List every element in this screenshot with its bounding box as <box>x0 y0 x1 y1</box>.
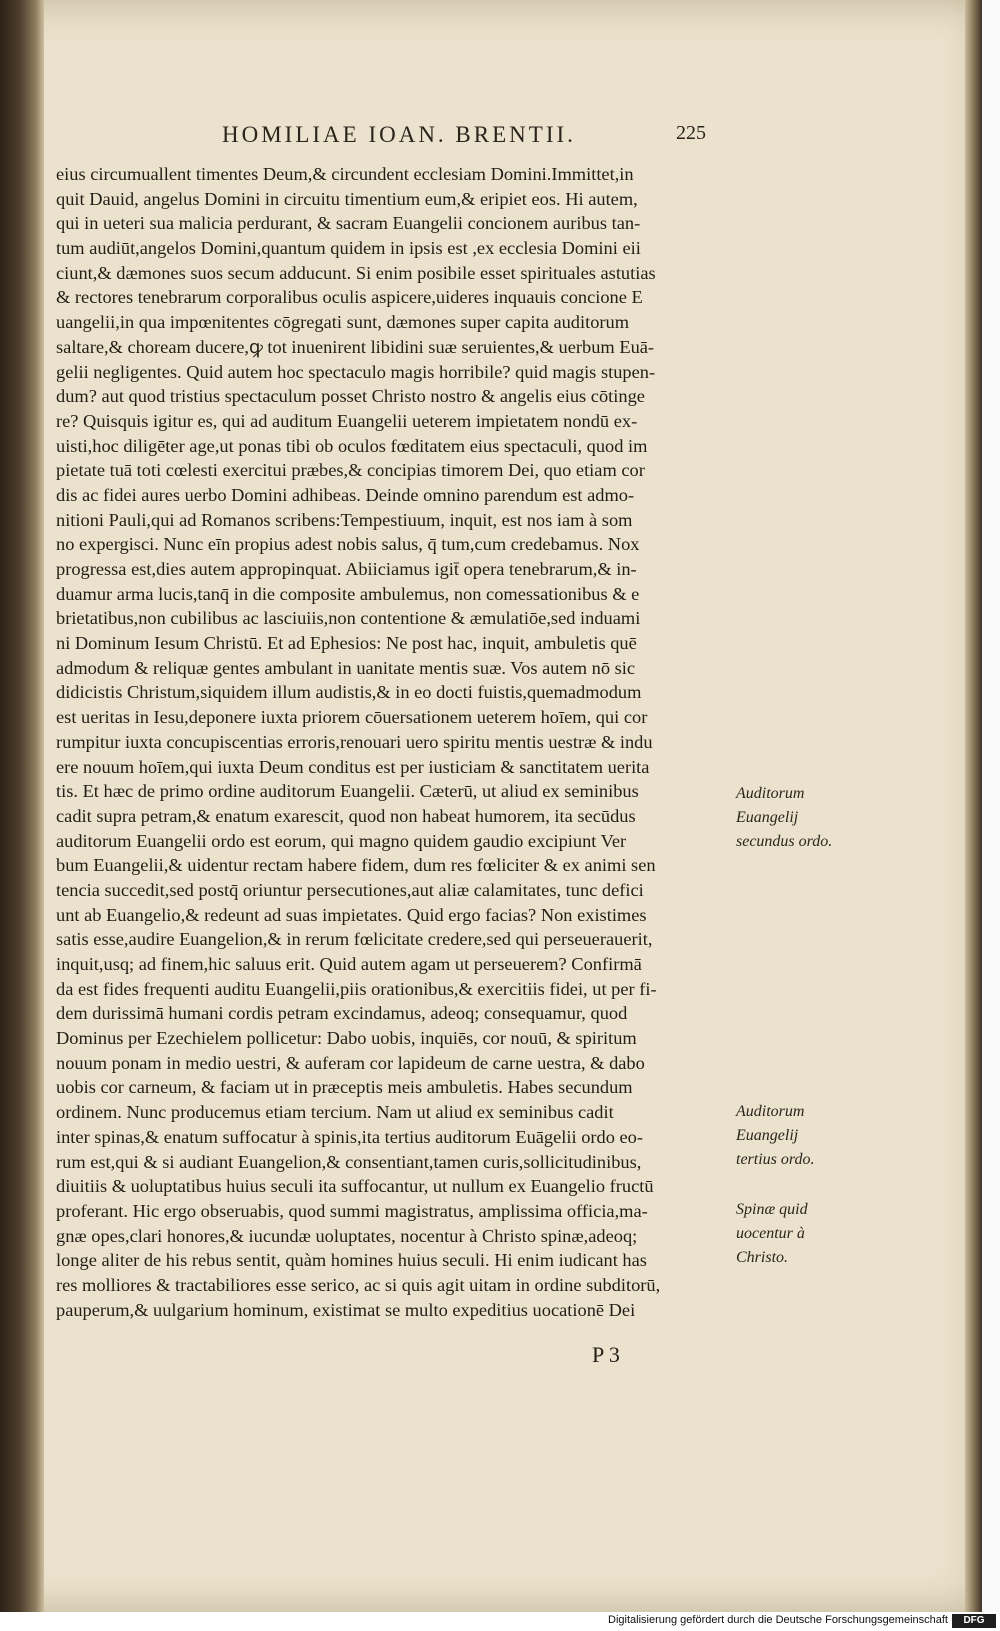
main-text-block <box>56 162 732 1322</box>
text-line: nouum ponam in medio uestri, & auferam cor lapideum de carne uestra, & dabo <box>56 1052 645 1073</box>
text-line: gelii negligentes. Quid autem hoc spectaculo magis horribile? quid magis stupen- <box>56 361 656 382</box>
text-line: tum audiūt,angelos Domini,quantum quidem in ipsis est ,ex ecclesia Domini eii <box>56 238 641 259</box>
text-line: proferant. Hic ergo obseruabis, quod summi magistratus, amplissima officia,ma- <box>56 1200 648 1221</box>
page-fore-edge <box>965 0 982 1612</box>
text-line: da est fides frequenti auditu Euangelii,piis orationibus,& exercitiis fidei, ut per fi- <box>56 978 657 999</box>
margin-note-spinae: Spinæ quid uocentur à Christo. <box>736 1201 808 1266</box>
text-line: admodum & reliquæ gentes ambulant in uanitate mentis suæ. Vos autem nō sic <box>56 657 636 678</box>
text-line: ordinem. Nunc producemus etiam tercium. Nam ut aliud ex seminibus cadit <box>56 1102 614 1123</box>
text-line: dum? aut quod tristius spectaculum posset Christo nostro & angelis eius cōtinge <box>56 386 645 407</box>
running-header: HOMILIAE IOAN. BRENTII. <box>222 122 576 147</box>
text-line: rumpitur iuxta concupiscentias erroris,renouari uero spiritu mentis uestræ & indu <box>56 731 653 752</box>
text-line: pietate tuā toti cœlesti exercitui præbes,& concipias timorem Dei, quo etiam cor <box>56 460 645 481</box>
text-line: rum est,qui & si audiant Euangelion,& consentiant,tamen curis,sollicitudinibus, <box>56 1151 642 1172</box>
text-line: quit Dauid, angelus Domini in circuitu timentium eum,& eripiet eos. Hi autem, <box>56 188 638 209</box>
text-line: est ueritas in Iesu,deponere iuxta priorem cōuersationem ueterem hoīem, qui cor <box>56 707 648 728</box>
text-line: bum Euangelii,& uidentur rectam habere fidem, dum res fœliciter & ex animi sen <box>56 855 656 876</box>
text-line: ere nouum hoīem,qui iuxta Deum conditus est per iusticiam & sanctitatem uerita <box>56 756 650 777</box>
text-line: saltare,& choream ducere,ꝙ tot inuenirent libidini suæ seruientes,& uerbum Euā- <box>56 336 655 357</box>
page-number: 225 <box>676 122 706 144</box>
digitization-footer <box>0 1612 1000 1631</box>
text-line: dem durissimā humani cordis petram excindamus, adeoq; consequamur, quod <box>56 1003 628 1024</box>
text-line: cadit supra petram,& enatum exarescit, quod non habeat humorem, ita secūdus <box>56 805 636 826</box>
text-line: uangelii,in qua impœnitentes cōgregati sunt, dæmones super capita auditorum <box>56 312 630 333</box>
text-line: progressa est,dies autem appropinquat. Abiiciamus igit̄ opera tenebrarum,& in- <box>56 559 637 579</box>
text-line: ni Dominum Iesum Christū. Et ad Ephesios: Ne post hac, inquit, ambuletis quē <box>56 633 637 654</box>
text-line: longe aliter de his rebus sentit, quàm homines huius seculi. Hi enim iudicant has <box>56 1250 647 1271</box>
text-line: auditorum Euangelii ordo est eorum, qui magno quidem gaudio excipiunt Ver <box>56 830 627 851</box>
text-line: uisti,hoc diligēter age,ut ponas tibi ob oculos fœditatem eius spectaculi, quod im <box>56 435 648 456</box>
text-line: qui in ueteri sua malicia perdurant, & sacram Euangelii concionem auribus tan- <box>56 213 641 234</box>
margin-note-secundus-ordo: Auditorum Euangelij secundus ordo. <box>736 785 833 850</box>
text-line: re? Quisquis igitur es, qui ad auditum Euangelii ueterem impietatem nondū ex- <box>56 410 638 431</box>
text-line: Dominus per Ezechielem pollicetur: Dabo uobis, inquiēs, cor nouū, & spiritum <box>56 1028 637 1049</box>
text-line: inquit,usq; ad finem,hic saluus erit. Quid autem agam ut perseuerem? Confirmā <box>56 954 642 974</box>
footer-credit-text: Digitalisierung gefördert durch die Deutsche Forschungsgemeinschaft <box>608 1614 948 1626</box>
text-line: duamur arma lucis,tanq̄ in die composite ambulemus, non comessationibus & e <box>56 583 640 604</box>
text-line: tencia succedit,sed postq̄ oriuntur persecutiones,aut aliæ calamitates, tunc defici <box>56 879 644 900</box>
margin-note-tertius-ordo: Auditorum Euangelij tertius ordo. <box>736 1103 815 1168</box>
book-gutter-shadow <box>0 0 44 1612</box>
text-line: res molliores & tractabiliores esse serico, ac si quis agit uitam in ordine subditorū, <box>56 1274 661 1295</box>
text-line: diuitiis & uoluptatibus huius seculi ita suffocantur, ut nullum ex Euangelio fructū <box>56 1176 654 1197</box>
text-line: uobis cor carneum, & faciam ut in præceptis meis ambuletis. Habes secundum <box>56 1077 633 1098</box>
signature-mark: P 3 <box>592 1342 620 1367</box>
text-line: pauperum,& uulgarium hominum, existimat se multo expeditius uocationē Dei <box>56 1299 636 1320</box>
text-line: ciunt,& dæmones suos secum adducunt. Si enim posibile esset spirituales astutias <box>56 262 656 283</box>
text-line: no expergisci. Nunc eīn propius adest nobis salus, q̄ tum,cum credebamus. Nox <box>56 534 640 555</box>
text-line: tis. Et hæc de primo ordine auditorum Euangelii. Cæterū, ut aliud ex seminibus <box>56 781 639 802</box>
text-line: eius circumuallent timentes Deum,& circundent ecclesiam Domini.Immittet,in <box>56 164 634 184</box>
text-line: inter spinas,& enatum suffocatur à spinis,ita tertius auditorum Euāgelii ordo eo- <box>56 1126 644 1147</box>
text-line: & rectores tenebrarum corporalibus oculis aspicere,uideres inquauis concione E <box>56 287 643 308</box>
text-line: brietatibus,non cubilibus ac lasciuiis,non contentione & æmulatiōe,sed induami <box>56 608 641 629</box>
text-line: didicistis Christum,siquidem illum audistis,& in eo docti fuistis,quemadmodum <box>56 682 642 703</box>
text-line: gnæ opes,clari honores,& iucundæ uoluptates, nocentur à Christo spinæ,adeoq; <box>56 1225 638 1246</box>
text-line: unt ab Euangelio,& redeunt ad suas impietates. Quid ergo facias? Non existimes <box>56 904 647 925</box>
text-line: satis esse,audire Euangelion,& in rerum fœlicitate credere,sed qui perseuerauerit, <box>56 929 653 950</box>
text-line: nitioni Pauli,qui ad Romanos scribens:Tempestiuum, inquit, est nos iam à som <box>56 509 633 530</box>
dfg-logo: DFG <box>952 1614 996 1628</box>
text-line: dis ac fidei aures uerbo Domini adhibeas. Deinde omnino parendum est admo- <box>56 484 635 505</box>
